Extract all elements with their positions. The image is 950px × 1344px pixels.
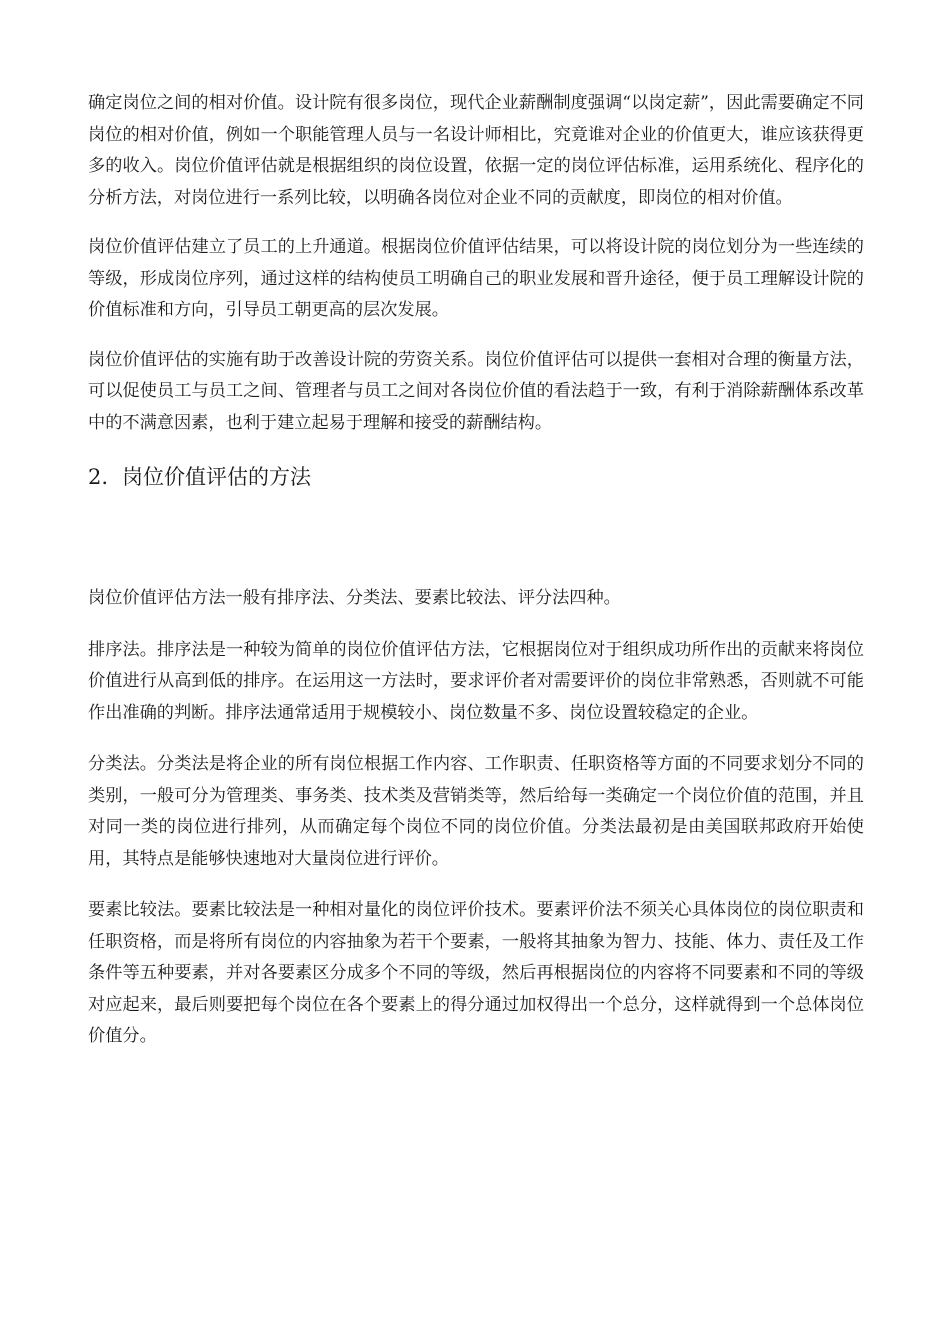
section-title: 岗位价值评估的方法 xyxy=(122,465,311,489)
section-number: 2. xyxy=(88,465,109,489)
paragraph-labor-relations: 岗位价值评估的实施有助于改善设计院的劳资关系。岗位价值评估可以提供一套相对合理的衡量方法，可以促使员工与员工之间、管理者与员工之间对各岗位价值的看法趋于一致，有利于消除薪酬体系改革中的不满意因素，也利于建立起易于理解和接受的薪酬结构。 xyxy=(88,349,864,433)
paragraph-promotion-channel: 岗位价值评估建立了员工的上升通道。根据岗位价值评估结果，可以将设计院的岗位划分为一些连续的等级，形成岗位序列，通过这样的结构使员工明确自己的职业发展和晋升途径，便于员工理解设计院的价值标准和方向，引导员工朝更高的层次发展。 xyxy=(88,237,864,320)
document-page xyxy=(88,88,864,1053)
paragraph-classification-method: 分类法。分类法是将企业的所有岗位根据工作内容、工作职责、任职资格等方面的不同要求划分不同的类别，一般可分为管理类、事务类、技术类及营销类等，然后给每一类确定一个岗位价值的范围，并且对同一类的岗位进行排列，从而确定每个岗位不同的岗位价值。分类法最初是由美国联邦政府开始使用，其特点是能够快速地对大量岗位进行评价。 xyxy=(88,754,864,869)
paragraph-methods-overview: 岗位价值评估方法一般有排序法、分类法、要素比较法、评分法四种。 xyxy=(88,588,621,608)
paragraph-ranking-method: 排序法。排序法是一种较为简单的岗位价值评估方法，它根据岗位对于组织成功所作出的贡献来将岗位价值进行从高到低的排序。在运用这一方法时，要求评价者对需要评价的岗位非常熟悉，否则就不可能作出准确的判断。排序法通常适用于规模较小、岗位数量不多、岗位设置较稳定的企业。 xyxy=(88,639,864,723)
section-heading xyxy=(88,461,864,493)
paragraph-factor-comparison-method: 要素比较法。要素比较法是一种相对量化的岗位评价技术。要素评价法不须关心具体岗位的岗位职责和任职资格，而是将所有岗位的内容抽象为若干个要素，一般将其抽象为智力、技能、体力、责任及工作条件等五种要素，并对各要素区分成多个不同的等级，然后再根据岗位的内容将不同要素和不同的等级对应起来，最后则要把每个岗位在各个要素上的得分通过加权得出一个总分，这样就得到一个总体岗位价值分。 xyxy=(88,900,864,1046)
paragraph-relative-value: 确定岗位之间的相对价值。设计院有很多岗位，现代企业薪酬制度强调“以岗定薪”，因此需要确定不同岗位的相对价值，例如一个职能管理人员与一名设计师相比，究竟谁对企业的价值更大，谁应该获得更多的收入。岗位价值评估就是根据组织的岗位设置，依据一定的岗位评估标准，运用系统化、程序化的分析方法，对岗位进行一系列比较，以明确各岗位对企业不同的贡献度，即岗位的相对价值。 xyxy=(88,93,864,208)
